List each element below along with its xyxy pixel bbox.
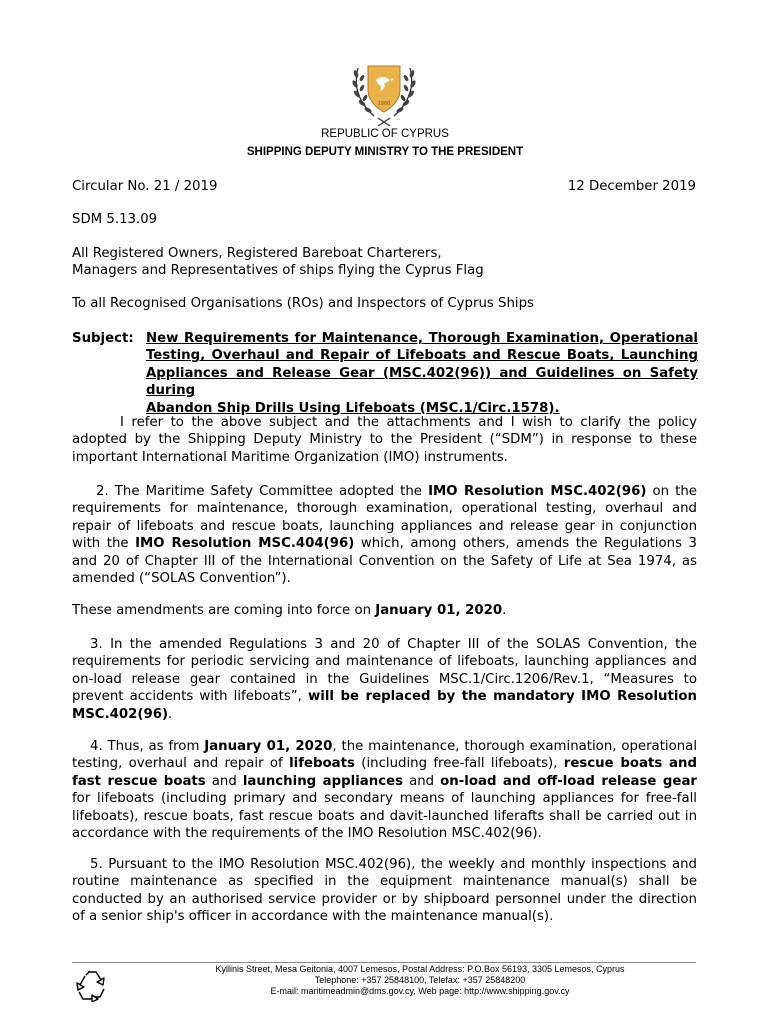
footer-divider (72, 962, 696, 963)
footer-phone: Telephone: +357 25848100, Telefax: +357 25848200 (314, 975, 526, 985)
addressee-line-2: Managers and Representatives of ships flying the Cyprus Flag (72, 263, 484, 278)
p4-text-c: , the maintenance, thorough examination, operational testing, overhaul and repair of (72, 739, 698, 772)
addressee-line-1: All Registered Owners, Registered Bareboat Charterers, (72, 246, 442, 261)
p2-text-e: which, among others, amends the Regulations 3 and 20 of Chapter III of the International Convention on the Safety of Life at Sea 1974, as amended (“SOLAS Convention”). (72, 536, 697, 587)
circular-date: 12 December 2019 (567, 179, 696, 194)
republic-title: REPUBLIC OF CYPRUS (321, 128, 449, 140)
p2-text-c: on the requirements for maintenance, thorough examination, operational testing, overhaul and repair of lifeboats and rescue boats, launching appliances and release gear in conjunction with the (72, 484, 697, 552)
p4-text-i: and (403, 773, 441, 789)
p3-text-c: . (168, 706, 173, 722)
p4-text-k: for lifeboats (including primary and secondary means of launching appliances for free-fall lifeboats), rescue boats, fast rescue boats and davit-launched liferafts shall be carried out in accordance with the requirements of the IMO Resolution MSC.402(96). (72, 791, 697, 842)
p2-bold-resolution-402: IMO Resolution MSC.402(96) (428, 484, 647, 499)
circular-number: Circular No. 21 / 2019 (72, 179, 218, 194)
coat-of-arms-emblem (344, 58, 424, 130)
p2b-bold-date: January 01, 2020 (375, 603, 503, 618)
subject-line-1: New Requirements for Maintenance, Thorough Examination, Operational (146, 331, 698, 346)
addressee-line-3: To all Recognised Organisations (ROs) and Inspectors of Cyprus Ships (72, 296, 534, 311)
p4-bold-release-gear: on-load and off-load release gear (440, 773, 697, 789)
paragraph-effective-date (72, 602, 697, 619)
paragraph-3 (72, 636, 697, 723)
p4-text-g: and (205, 773, 243, 789)
p2-bold-resolution-404: IMO Resolution MSC.404(96) (135, 536, 355, 552)
p2b-text-a: These amendments are coming into force on (72, 603, 376, 618)
paragraph-4 (72, 738, 697, 842)
subject-line-4: Abandon Ship Drills Using Lifeboats (MSC.1/Circ.1578). (146, 400, 560, 416)
p3-bold-replacement: will be replaced by the mandatory IMO Resolution MSC.402(96) (72, 689, 697, 722)
paragraph-5: 5. Pursuant to the IMO Resolution MSC.402(96), the weekly and monthly inspections and routine maintenance as specified in the equipment maintenance manual(s) shall be conducted by an authorised service provider or by shipboard personnel under the direction of a senior ship's officer in accordance with the maintenance manual(s). (72, 857, 697, 925)
subject-label: Subject: (72, 331, 134, 346)
p2b-text-c: . (502, 603, 507, 618)
paragraph-1: I refer to the above subject and the attachments and I wish to clarify the policy adopted by the Shipping Deputy Ministry to the President (“SDM”) in response to these important International Maritime Organization (IMO) instruments. (72, 415, 697, 465)
reference-number: SDM 5.13.09 (72, 212, 158, 227)
svg-text:1960: 1960 (377, 101, 391, 107)
p3-text-a: 3. In the amended Regulations 3 and 20 of Chapter III of the SOLAS Convention, the requirements for periodic servicing and maintenance of lifeboats, launching appliances and on-load release gear contained in the Guidelines MSC.1/Circ.1206/Rev.1, “Measures to prevent accidents with lifeboats”, (72, 637, 697, 705)
p4-text-e: (including free-fall lifeboats), (354, 756, 564, 772)
p2-text-a: 2. The Maritime Safety Committee adopted the (96, 484, 429, 499)
p4-text-a: 4. Thus, as from (90, 739, 205, 754)
ministry-title: SHIPPING DEPUTY MINISTRY TO THE PRESIDENT (246, 146, 524, 158)
p4-bold-date: January 01, 2020 (204, 739, 333, 754)
p4-bold-launching: launching appliances (242, 773, 404, 789)
subject-text (146, 330, 698, 417)
paragraph-2 (72, 483, 697, 587)
footer-contact: E-mail: maritimeadmin@dms.gov.cy, Web page: http://www.shipping.gov.cy (270, 986, 570, 996)
p4-bold-rescue-boats: rescue boats and fast rescue boats (72, 756, 697, 789)
subject-line-2: Testing, Overhaul and Repair of Lifeboats and Rescue Boats, Launching (146, 348, 698, 364)
p4-bold-lifeboats: lifeboats (289, 756, 355, 772)
subject-line-3: Appliances and Release Gear (MSC.402(96)) and Guidelines on Safety during (146, 365, 698, 399)
recycle-icon (74, 968, 110, 1002)
footer-address: Kyllinis Street, Mesa Geitonia, 4007 Lemesos, Postal Address: P.O.Box 56193, 3305 Lemesos, Cyprus (215, 964, 625, 974)
